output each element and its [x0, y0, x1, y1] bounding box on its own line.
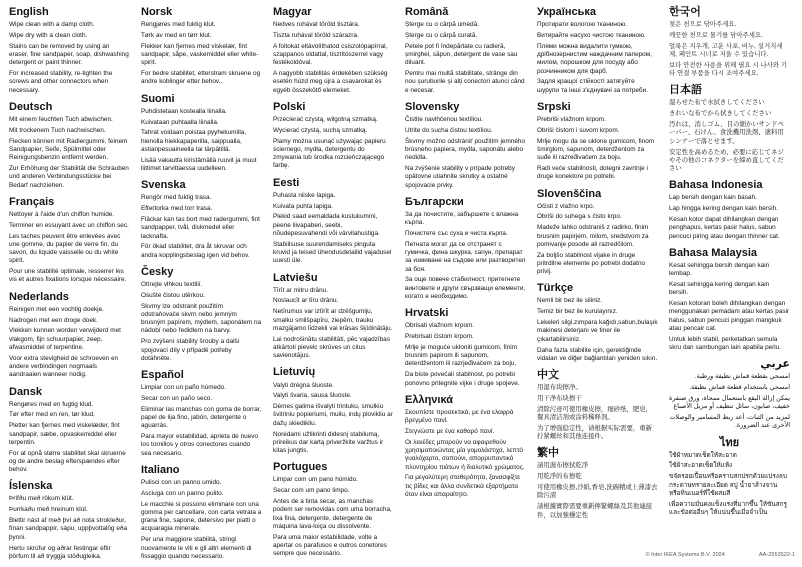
language-heading-slovensky: Slovensky [405, 100, 460, 113]
column-2 [141, 6, 262, 567]
language-heading-espanol: Español [141, 369, 184, 381]
instruction-text: Flekker kan fjernes med viskelær, fint sandpapir, såpe, vaskemiddel eller white-spirit. [141, 42, 259, 67]
instruction-text: 請用濕布擦拭乾淨 [537, 462, 589, 470]
instruction-text: За още повече стабилност, притегнете винтовете и други свързващи елементи, когато е необходимо. [405, 276, 526, 300]
instruction-text: يمكن إزالة البقع باستعمال ممحاة، ورق صنفرة خفيف، صابون، سائل تنظيف أو مزيل الأصباغ [669, 394, 790, 411]
language-section-suomi [141, 93, 262, 174]
instruction-text: Pletter kan fjernes med viskelæder, fint sandpapir, sæbe, opvaskemiddel eller terpentin. [9, 422, 120, 446]
language-heading-zhongwen-simplified: 中文 [537, 369, 559, 381]
instruction-text: Eliminar las manchas con goma de borrar, papel de lija fino, jabón, detergente o aguarrás. [141, 405, 262, 430]
language-section-zhongwen-traditional [537, 447, 658, 519]
instruction-text: Pentru mai multă stabilitate, strânge din nou șuruburile și alți conectori atunci când e necesar. [405, 70, 525, 94]
instruction-text: 湿らせた布で水拭きしてください [669, 99, 765, 107]
instruction-text: 汚れは、消しゴム、目の細かいサンドペーパー、石けん、食洗機用洗剤、塗料用シンナーで落とせます。 [669, 121, 784, 145]
instruction-text: Lap bersih dengan kain basah. [669, 194, 757, 202]
column-4 [405, 6, 526, 567]
instruction-text: Škvrny možno odstrániť použitím jemného brúsneho papiera, mydla, saponátu alebo riedidla. [405, 137, 526, 162]
language-section-bahasa-indonesia [669, 179, 790, 241]
instruction-text: Prebriši vlažnom krpom. [537, 115, 606, 123]
instruction-text: За да почистите, забършете с влажна кърпа. [405, 210, 519, 227]
language-heading-hrvatski: Hrvatski [405, 307, 449, 320]
language-heading-francais: Français [9, 195, 55, 208]
document-number: AA-2553522-1 [758, 552, 795, 558]
language-heading-zhongwen-traditional: 繁中 [537, 447, 559, 460]
language-heading-polski: Polski [273, 100, 306, 113]
instruction-text: För ökad stabilitet, dra åt skruvar och andra kopplingsbeslag igen vid behov. [141, 243, 250, 259]
language-section-eesti [273, 177, 394, 266]
instruction-text: Le macchie si possono eliminare con una gomma per cancellare, con carta vetrata a grana fine, sapone, detersivo per piatti o acquaragia minerale. [141, 500, 262, 533]
instruction-text: Eftertorka med torr trasa. [141, 205, 213, 213]
language-heading-portugues: Portugues [273, 461, 328, 474]
instruction-text: Kesat sehingga bersih dengan kain lembap. [669, 261, 770, 278]
language-section-nederlands [9, 291, 130, 380]
instruction-text: Pulisci con un panno umido. [141, 478, 222, 486]
language-section-hrvatski [405, 307, 526, 388]
instruction-text: Lekeleri silgi,zımpara kağıdı,sabun,bulaşık makinesi deterjanı ve tiner ile çıkartabilirsiniz. [537, 319, 658, 343]
instruction-text: Rengör med fuktig trasa. [141, 194, 212, 202]
instruction-text: Untuk lebih stabil, perketatkan semula skru dan sambungan lain apabila perlu. [669, 335, 782, 351]
instruction-text: Pour une stabilité optimale, resserrer les vis et autres fixations lorsque nécessaire. [9, 268, 127, 284]
language-section-romana [405, 6, 526, 95]
language-section-portugues [273, 461, 394, 558]
instruction-text: امسحي باستخدام قطعة قماش نظيفة. [689, 384, 790, 392]
instruction-text: ขจัดรอยเปื้อนหรือคราบสกปรกด้วยแปรงลบ กระดาษทรายละเอียด สบู่ น้ำยาล้างจาน หรือทินเนอร์ที่ใช้ผสมสี [669, 473, 787, 497]
language-heading-srpski: Srpski [537, 100, 571, 113]
language-heading-dansk: Dansk [9, 385, 43, 398]
instruction-text: Kuivataan puhtaalla liinalla. [141, 118, 219, 126]
instruction-text: Norėdami užtikrinti didesnį stabilumą, prireikus dar kartą priveržkite varžtus ir kitas jungtis. [273, 430, 384, 455]
instruction-text: Za boljšo stabilnost vijake in druge pritrdilne elemente po potrebi dodatno privij. [537, 251, 646, 276]
language-section-arabic [669, 358, 790, 430]
instruction-text: Na zvýšenie stability v prípade potreby opätovne utiahnite skrutky a ostatné spojovacie prvky. [405, 165, 515, 189]
instruction-text: لمزيد من الثبات، أعد ربط المسامير والوصلات الأخرى عند الضرورة. [669, 414, 790, 430]
instruction-text: 젖은 천으로 닦아주세요. [669, 21, 737, 29]
language-section-italiano [141, 464, 262, 561]
instruction-text: Per una maggiore stabilità, stringi nuovamente le viti e gli altri elementi di fissaggio quando necessario. [141, 536, 252, 560]
language-section-bulgarski [405, 196, 526, 301]
instruction-text: Για μεγαλύτερη σταθερότητα, ξανασφίξτε τις βίδες και άλλα συνδετικά εξαρτήματα όταν είναι απαραίτητο. [405, 474, 521, 498]
instruction-text: Plamy można usunąć używając papieru ściernego, mydła, detergentu do zmywania lub środka rozcieńczającego farbę. [273, 137, 386, 170]
instruction-text: Secar com um pano limpo. [273, 487, 350, 495]
language-section-magyar [273, 6, 394, 95]
instruction-text: Hertu skrúfur og aðrar festingar eftir þörfum til að tryggja stöðugleika. [9, 544, 111, 560]
copyright-text: © Inter IKEA Systems B.V. 2024 [645, 552, 725, 558]
language-heading-lietuviu: Lietuvių [273, 366, 316, 379]
language-section-ellinika [405, 394, 526, 499]
instruction-text: Þurrkaðu með hreinum klút. [9, 506, 88, 514]
instruction-text: Les taches peuvent être enlevées avec une gomme, du papier de verre fin, du savon, du liquide vaisselle ou du white spirit. [9, 232, 121, 265]
instruction-text: Madeže lahko odstraniš z radirko, finim brusnim papirjem, milom, sredstvom za pomivanje posode ali razredčilom. [537, 224, 649, 248]
instruction-text: ใช้ผ้าหมาดเช็ดให้สะอาด [669, 451, 737, 459]
instruction-text: Otírejte vlhkou textilií. [141, 280, 203, 288]
instruction-text: Mrlje je moguće ukloniti gumicom, finim brusnim papirom ili sapunom, deterdžentom ili razrjeđivačem za boju. [405, 343, 518, 368]
language-heading-svenska: Svenska [141, 179, 186, 192]
language-heading-english: English [9, 6, 49, 18]
instruction-text: A nagyobb stabilitás érdekében szükség esetén húzd meg újra a csavarokat és egyéb összekötő elemeket. [273, 70, 388, 94]
instruction-text: Obriši do suhega s čisto krpo. [537, 213, 622, 221]
instruction-text: Osušte čistou utěrkou. [141, 291, 205, 299]
instruction-text: Limpar com um pano húmido. [273, 476, 358, 484]
column-1 [9, 6, 130, 567]
instruction-text: Kuivata puhta lapiga. [273, 202, 333, 210]
language-section-slovensky [405, 101, 526, 190]
instruction-text: 可使用橡皮擦,沙紙,香皂,洗碗精或上薄漆去除污漬 [537, 484, 658, 500]
language-heading-thai: ไทย [719, 436, 740, 449]
language-heading-hangugeo: 한국어 [669, 6, 701, 18]
instruction-text: Rengjøres med fuktig klut. [141, 21, 216, 29]
instruction-text: Puhdistetaan kostealla liinalla. [141, 107, 227, 115]
language-section-polski [273, 101, 394, 171]
instruction-text: Rengøres med en fugtig klud. [9, 400, 94, 408]
language-heading-bahasa-indonesia: Bahasa Indonesia [669, 179, 763, 192]
instruction-text: Задля кращої стійкості затягуйте шурупи та інші з'єднувачі за потреби. [537, 78, 648, 94]
language-heading-slovenscina: Slovenščina [537, 187, 602, 200]
instruction-text: Tīrīt ar mitru drānu. [273, 286, 328, 294]
instruction-text: Mrlje mogu da se uklone gumicom, finom šmirglom, sapunom, deterdžentom za suđe ili razređivačem za boju. [537, 137, 655, 162]
instruction-text: Voor extra stevigheid de schroeven en andere verbindingen nogmaals aandraaien wanneer nodig. [9, 354, 119, 379]
instruction-text: Витирайте насухо чистою тканиною. [537, 31, 646, 39]
instruction-text: Petele pot fi îndepărtate cu radieră, șmirghel, săpun, detergent de vase sau diluant. [405, 42, 518, 67]
language-heading-turkce: Türkçe [537, 282, 574, 295]
language-section-deutsch [9, 101, 130, 190]
instruction-text: Secar con un paño seco. [141, 394, 213, 402]
instruction-text: Wipe dry with a clean cloth. [9, 31, 88, 39]
instruction-text: Σκουπίστε προσεκτικά, με ένα ελαφρά βρεγμένο πανί. [405, 408, 514, 425]
instruction-text: Dėmes galima išvalyti trintuku, smulkiu švitriniu popieriumi, muilu, indų plovikliu ar dažų skiedikliu. [273, 403, 393, 427]
instruction-text: Temiz bir bez ile kurulayınız. [537, 308, 618, 316]
instruction-text: Nedves ruhával töröld tisztára. [273, 21, 360, 29]
instruction-text: Terminer en essuyant avec un chiffon sec. [9, 221, 129, 229]
instruction-text: امسحي بقطعة قماش نظيفة ورطبة. [694, 373, 790, 381]
instruction-text: Zur Erhöhung der Stabilität die Schrauben und anderen Verbindungsstücke bei Bedarf nachziehen. [9, 165, 129, 189]
language-heading-deutsch: Deutsch [9, 100, 53, 113]
language-section-lietuviu [273, 366, 394, 455]
instruction-text: Para mayor estabilidad, aprieta de nuevo los tornillos y otros conectores cuando sea necesario. [141, 433, 259, 457]
instruction-text: Antes de a tinta secar, as manchas podem ser removidas com uma borracha, lixa fina, detergente, detergente de máquina lava-loiça ou dissolvente. [273, 498, 392, 530]
instruction-text: Očisti z vlažno krpo. [537, 202, 595, 210]
language-section-slovenscina [537, 188, 658, 277]
column-6 [669, 6, 790, 567]
language-section-islenska [9, 480, 130, 561]
instruction-text: For bedre stabilitet, etterstram skruene og andre koblinger etter behov.. [141, 70, 261, 86]
instruction-text: Prebrisati čistom krpom. [405, 333, 474, 341]
instruction-text: Nemli bir bez ile siliniz. [537, 297, 603, 305]
instruction-text: For at opnå større stabilitet skal skruerne og de andre beslag efterspændes efter behov. [9, 449, 126, 474]
instruction-text: Puhasta niiske lapiga. [273, 191, 336, 199]
instruction-text: Netīrumus var iztīrīt ar dzēšgumiju, smalku smilšpapīru, ziepēm, trauku mazgājamo līdzekli vai krāsas šķīdinātāju. [273, 308, 393, 332]
instruction-text: Tørk av med en tørr klut. [141, 31, 212, 39]
instruction-text: Obrisati vlažnom krpom. [405, 322, 475, 330]
instruction-text: Flecken können mit Radiergummi, feinem Sandpapier, Seife, Spülmittel oder Reinigungsbenzin entfernt werden. [9, 137, 128, 162]
language-section-espanol [141, 369, 262, 458]
instruction-text: Da biste povećali stabilnost, po potrebi ponovno pritegnite vijke i druge spojeve. [405, 371, 520, 387]
instruction-text: Почистете със суха и чиста кърпа. [405, 229, 508, 237]
instruction-text: Plekid saad eemaldada kustukummi, peene liivapaberi, seebi, nõudepesuvahendi või värvilahustiga. [273, 213, 380, 237]
language-heading-norsk: Norsk [141, 6, 173, 18]
instruction-text: Nettoyer à l'aide d'un chiffon humide. [9, 210, 115, 218]
language-heading-nederlands: Nederlands [9, 290, 69, 303]
instruction-text: Þrífðu með rökum klút. [9, 495, 74, 503]
instruction-text: Przecierać czystą, wilgotną szmatką. [273, 115, 378, 123]
column-3 [273, 6, 394, 567]
instruction-text: Плями можна видалити гумкою, дрібнозернистим наждачним папером, милом, порошком для посуду або розчинником для фарб. [537, 42, 652, 75]
language-section-francais [9, 196, 130, 285]
instruction-text: Lap hingga kering dengan kain bersih. [669, 205, 778, 213]
language-heading-eesti: Eesti [273, 176, 300, 189]
instruction-text: Čistite navlhčenou textíliou. [405, 115, 483, 123]
language-heading-cesky: Česky [141, 265, 174, 278]
language-section-hangugeo [669, 6, 790, 78]
instruction-text: Mit trockenem Tuch nachwischen. [9, 126, 106, 134]
language-heading-suomi: Suomi [141, 92, 175, 105]
language-heading-ukrainska: Українська [537, 6, 597, 18]
instruction-text: Kesan kotoran boleh dihilangkan dengan menggunakan pemadam atau kertas pasir halus, sabun pencuci pinggan mangkuk atau pencair cat. [669, 300, 790, 332]
instruction-text: Протирати вологою тканиною. [537, 21, 628, 29]
language-heading-romana: Română [405, 6, 449, 18]
language-section-nihongo [669, 84, 790, 173]
instruction-text: Asciuga con un panno pulito. [141, 489, 224, 497]
instruction-text: Vlekken kunnen worden verwijderd met vlakgom, fijn schuurpapier, zeep, afwasmiddel of terpentine. [9, 327, 121, 351]
language-section-srpski [537, 101, 658, 182]
instruction-text: 用湿布块擦净。 [537, 384, 582, 392]
instruction-text: 깨끗한 천으로 물기를 닦아주세요. [669, 31, 763, 39]
instruction-text: Blettir nást af með því að nota strokleður, fínan sandpappír, sápu, uppþvottalög eða þynni. [9, 517, 128, 541]
instruction-text: Noslaucīt ar tīru drānu. [273, 297, 339, 305]
instruction-text: Kesat sehingga kering dengan kain bersih. [669, 280, 770, 297]
instruction-text: 請根據實際需要重新擰緊螺絲及其他連接件，以加強穩定性 [537, 503, 653, 519]
column-5 [537, 6, 658, 567]
language-section-zhongwen-simplified [537, 369, 658, 441]
instruction-text: For increased stability, re-tighten the screws and other connectors when necessary. [9, 70, 113, 94]
language-heading-ellinika: Ελληνικά [405, 393, 453, 406]
language-heading-bahasa-malaysia: Bahasa Malaysia [669, 246, 758, 259]
instruction-text: ใช้ผ้าสะอาดเช็ดให้แห้ง [669, 462, 733, 470]
instruction-text: Οι λεκέδες μπορούν να αφαιρεθούν χρησιμοποιώντας μία γομολάστιχα, λεπτό γυαλόχαρτο, σαπούνι, απορρυπαντικό πλυντηρίου πιάτων ή διαλυτικό χρώματος. [405, 438, 525, 471]
instruction-text: Para uma maior estabilidade, volte a apertar os parafusos e outros conetores sempre que necessário. [273, 533, 387, 558]
instruction-text: เพื่อความมั่นคงแข็งแรงที่มากขึ้น ให้ขันสกรูและข้อต่ออื่นๆ ให้แน่นขึ้นเมื่อจำเป็น [669, 500, 787, 516]
instruction-text: Tiszta ruhával töröld szárazra. [273, 31, 359, 39]
language-heading-italiano: Italiano [141, 463, 180, 476]
instruction-text: Valyti drėgna šluoste. [273, 381, 334, 389]
instruction-text: Șterge cu o cârpă umedă. [405, 21, 479, 29]
language-heading-islenska: Íslenska [9, 480, 53, 493]
instruction-text: 为了增强稳定性，请根据实际需要，重新拧紧螺丝和其他连接件。 [537, 424, 653, 441]
instruction-text: Stains can be removed by using an eraser, fine sandpaper, soap, dishwashing detergent or paint thinner. [9, 42, 129, 67]
instruction-text: Lai nodrošinātu stabilitāti, pēc vajadzības atkārtoti pievelc skrūves un citus savienotājus. [273, 335, 390, 360]
language-section-svenska [141, 179, 262, 260]
instruction-text: A foltokat eltávolíthatod csiszolópapírral, szappanos oldattal, tisztítószerrel vagy festékoldóval. [273, 42, 388, 67]
language-section-cesky [141, 266, 262, 363]
instruction-text: Șterge cu o cârpă curată. [405, 31, 478, 39]
language-heading-bulgarski: Български [405, 195, 464, 208]
instruction-text: Radi veće stabilnosti, dotegni zavrtnje i druge konektore po potrebi. [537, 165, 648, 181]
instruction-text: Valyti švaria, sausa šluoste. [273, 392, 352, 400]
instruction-text: 清除污迹可使用橡皮擦，细砂纸，肥皂，餐具清洁剂或涂料稀释剂。 [537, 405, 653, 422]
language-section-english [9, 6, 130, 95]
instruction-text: 用乾淨的布擦乾 [537, 473, 582, 481]
instruction-text: Петната могат да се отстранят с гумичка, фина шкурка, сапун, препарат за измиване на съдове или разтворител за боя. [405, 240, 526, 273]
language-heading-latviesu: Latviešu [273, 271, 318, 284]
instruction-text: Mit einem feuchten Tuch abwischen. [9, 115, 113, 123]
instruction-text: Stabiilsuse suurendamiseks pinguta kruvid ja teised ühendusdetailid vajadusel uuesti üle. [273, 240, 392, 265]
instruction-text: Nadrogen met een droge doek. [9, 316, 98, 324]
instruction-text: Pro zvýšení stability šrouby a další spojovací díly v případě potřeby dotáhněte. [141, 338, 240, 362]
instruction-text: Skvrny lze odstranit použitím odstraňovače skvrn nebo jemným brusným papírem, mýdlem, saponátem na nádobí nebo ředidlem na barvy. [141, 302, 262, 335]
instruction-text: 보다 안전한 사용을 위해 필요 시 나사와 기타 연결 부품을 다시 조여주세요. [669, 61, 788, 78]
language-heading-nihongo: 日本語 [669, 84, 702, 97]
instruction-text: Wipe clean with a damp cloth. [9, 21, 95, 29]
instruction-text: Limpiar con un paño húmedo. [141, 384, 226, 392]
instruction-text: Reinigen met een vochtig doekje. [9, 305, 104, 313]
language-heading-arabic: عربي [760, 358, 790, 371]
instruction-text: Στεγνώστε με ένα καθαρό πανί. [405, 427, 495, 435]
instruction-text: Fläckar kan tas bort med radergummi, fint sandpapper, tvål, diskmedel eller lacknafta. [141, 216, 260, 240]
language-section-latviesu [273, 272, 394, 361]
language-section-thai [669, 437, 790, 518]
document-footer [645, 552, 795, 558]
instruction-text: 用干净布块擦干 [537, 394, 582, 402]
language-heading-magyar: Magyar [273, 6, 312, 18]
instruction-text: 얼룩은 지우개, 고운 사포, 비누, 설거지세제, 페인트 시너로 지울 수 있습니다. [669, 42, 783, 59]
instruction-text: Lisää vakautta kiristämällä ruuvit ja muut liittimet tarvittaessa uudelleen. [141, 156, 257, 172]
instruction-text: Obriši čistom i suvom krpom. [537, 126, 620, 134]
language-section-norsk [141, 6, 262, 87]
instruction-text: Kesan kotor dapat dihilangkan dengan penghapus, kertas pasir halus, sabun pencuci piring atau dengan thinner cat. [669, 216, 780, 240]
instruction-text: Tahrat voidaan poistaa pyyhekumilla, hienolla hiekkapaperilla, saippualla, astianpesuaineella tai tärpätillä. [141, 129, 247, 153]
instruction-text: Utrite do sucha čistou textíliou. [405, 126, 493, 134]
instruction-text: きれいな布でから拭きしてください [669, 110, 772, 118]
language-section-turkce [537, 282, 658, 363]
language-section-bahasa-malaysia [669, 247, 790, 352]
language-section-dansk [9, 386, 130, 475]
instruction-text: Daha fazla stabilite için, gerektiğinde vidaları ve diğer bağlantıları yeniden sıkın. [537, 346, 658, 362]
instruction-text: 安定性を高めるため、必要に応じてネジやその他のコネクターを締め直してください [669, 148, 784, 172]
instruction-text: Wycierać czystą, suchą szmatką. [273, 126, 368, 134]
instruction-text: Tør efter med en ren, tør klud. [9, 411, 95, 419]
language-section-ukrainska [537, 6, 658, 95]
